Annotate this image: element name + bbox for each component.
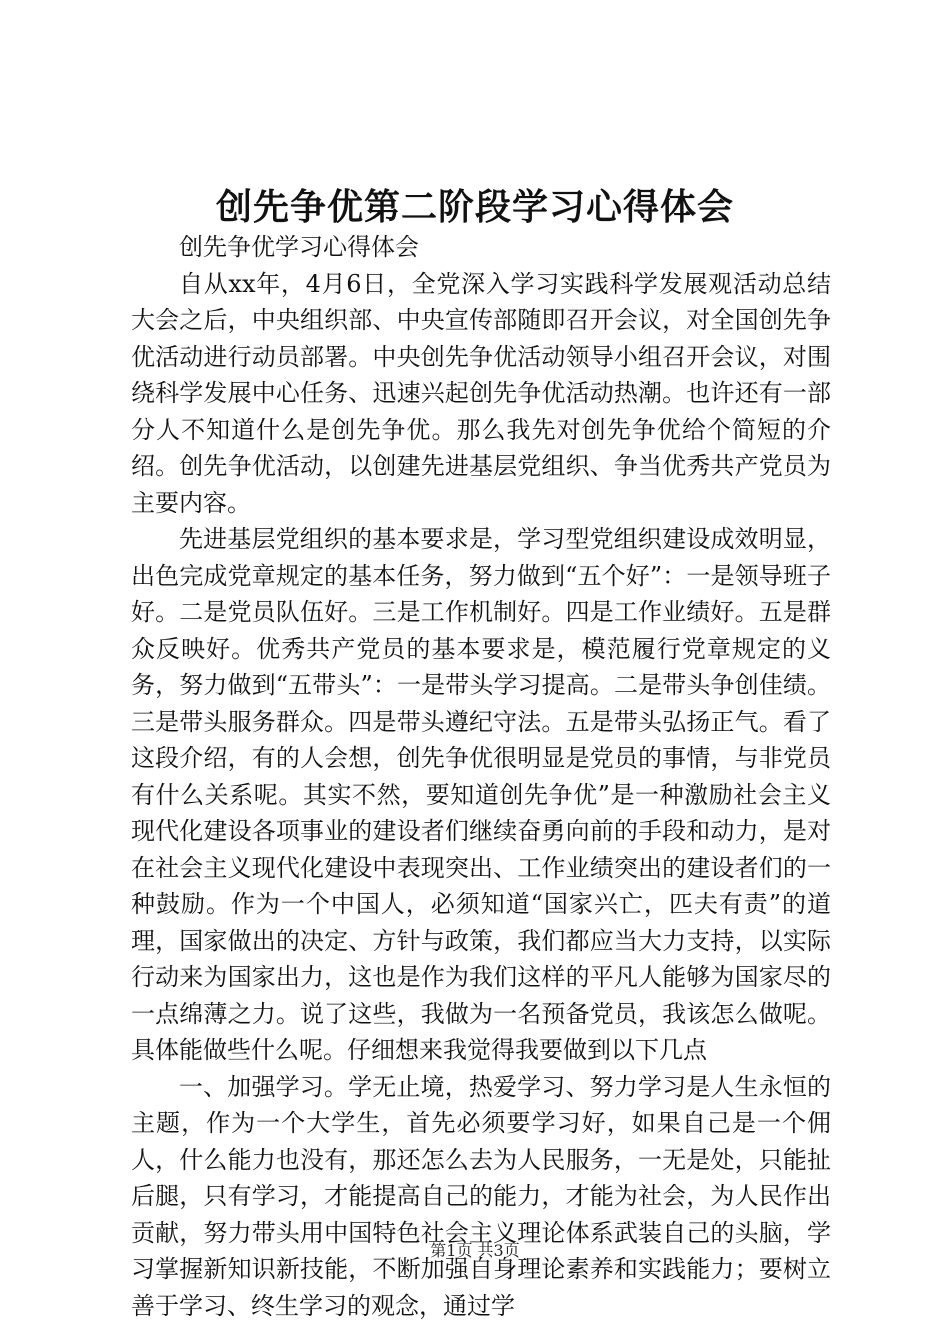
page-number-footer: 第1页 共3页	[430, 1241, 520, 1260]
document-body	[131, 229, 831, 1324]
document-title: 创先争优第二阶段学习心得体会	[215, 186, 734, 228]
document-subtitle: 创先争优学习心得体会	[179, 233, 419, 261]
paragraph-2: 先进基层党组织的基本要求是，学习型党组织建设成效明显，出色完成党章规定的基本任务，努力做到“五个好”：一是领导班子好。二是党员队伍好。三是工作机制好。四是工作业绩好。五是群众反映好。优秀共产党员的基本要求是，模范履行党章规定的义务，努力做到“五带头”：一是带头学习提高。二是带头争创佳绩。三是带头服务群众。四是带头遵纪守法。五是带头弘扬正气。看了这段介绍，有的人会想，创先争优很明显是党员的事情，与非党员有什么关系呢。其实不然，要知道创先争优”是一种激励社会主义现代化建设各项事业的建设者们继续奋勇向前的手段和动力，是对在社会主义现代化建设中表现突出、工作业绩突出的建设者们的一种鼓励。作为一个中国人，必须知道“国家兴亡，匹夫有责”的道理，国家做出的决定、方针与政策，我们都应当大力支持，以实际行动来为国家出力，这也是作为我们这样的平凡人能够为国家尽的一点绵薄之力。说了这些，我做为一名预备党员，我该怎么做呢。具体能做些什么呢。仔细想来我觉得我要做到以下几点	[131, 525, 831, 1064]
paragraph-1: 自从xx年，4月6日，全党深入学习实践科学发展观活动总结大会之后，中央组织部、中央宣传部随即召开会议，对全国创先争优活动进行动员部署。中央创先争优活动领导小组召开会议，对围绕科学发展中心任务、迅速兴起创先争优活动热潮。也许还有一部分人不知道什么是创先争优。那么我先对创先争优给个简短的介绍。创先争优活动，以创建先进基层党组织、争当优秀共产党员为主要内容。	[131, 269, 831, 517]
paragraph-3: 一、加强学习。学无止境，热爱学习、努力学习是人生永恒的主题，作为一个大学生，首先必须要学习好，如果自己是一个佣人，什么能力也没有，那还怎么去为人民服务，一无是处，只能扯后腿，只有学习，才能提高自己的能力，才能为社会，为人民作出贡献，努力带头用中国特色社会主义理论体系武装自己的头脑，学习掌握新知识新技能，不断加强自身理论素养和实践能力；要树立善于学习、终生学习的观念，通过学	[131, 1072, 831, 1320]
